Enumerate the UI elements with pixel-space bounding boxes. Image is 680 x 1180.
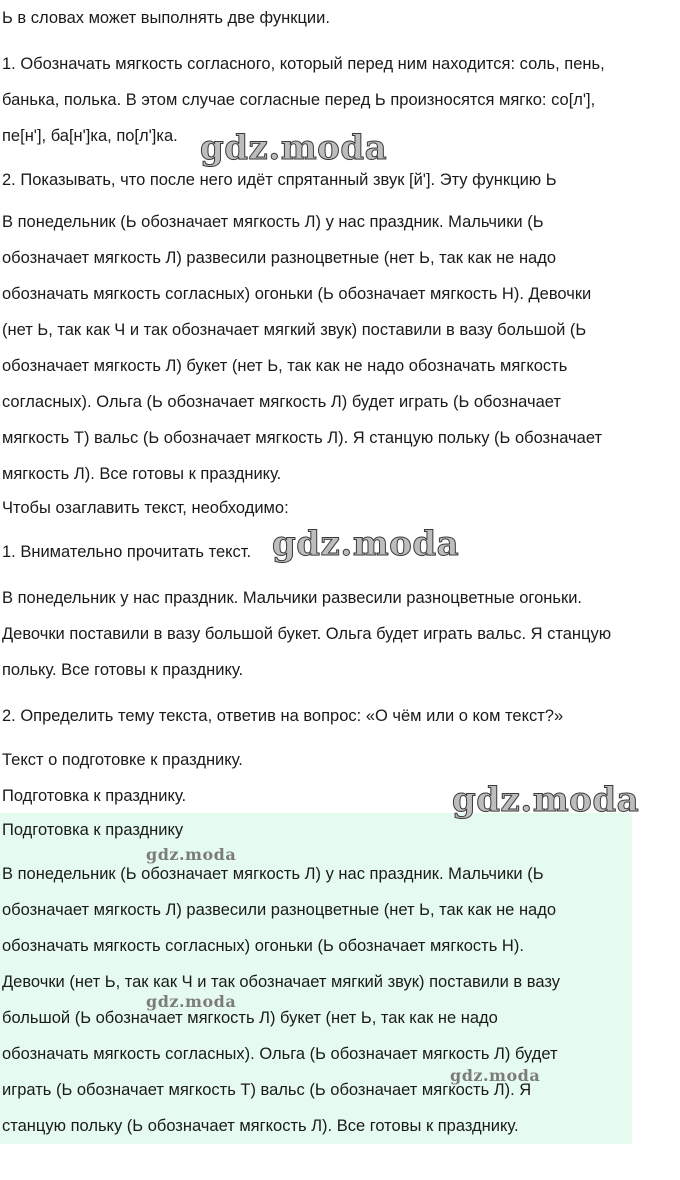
text-line: обозначает мягкость Л) букет (нет Ь, так как не надо обозначать мягкость: [2, 357, 568, 375]
text-line: Подготовка к празднику.: [2, 787, 187, 805]
watermark: gdz.moda: [272, 524, 460, 564]
final-line: обозначает мягкость Л) развесили разноцветные (нет Ь, так как не надо: [2, 901, 557, 919]
text-line: Текст о подготовке к празднику.: [2, 751, 243, 769]
text-line: обозначать мягкость согласных) огоньки (Ь обозначает мягкость Н). Девочки: [2, 285, 592, 303]
text-line: 1. Внимательно прочитать текст.: [2, 543, 252, 561]
final-line: В понедельник (Ь обозначает мягкость Л) у нас праздник. Мальчики (Ь: [2, 865, 544, 883]
text-line: мягкость Т) вальс (Ь обозначает мягкость Л). Я станцую польку (Ь обозначает: [2, 429, 603, 447]
text-line: (нет Ь, так как Ч и так обозначает мягкий звук) поставили в вазу большой (Ь: [2, 321, 587, 339]
text-line: Чтобы озаглавить текст, необходимо:: [2, 499, 289, 517]
watermark: gdz.moda: [146, 992, 237, 1011]
text-line: обозначает мягкость Л) развесили разноцветные (нет Ь, так как не надо: [2, 249, 557, 267]
text-line: 2. Показывать, что после него идёт спрятанный звук [й']. Эту функцию Ь: [2, 171, 557, 189]
final-line: большой (Ь обозначает мягкость Л) букет (нет Ь, так как не надо: [2, 1009, 498, 1027]
watermark: gdz.moda: [450, 1066, 541, 1085]
text-line: пе[н'], ба[н']ка, по[л']ка.: [2, 127, 178, 145]
text-line: 2. Определить тему текста, ответив на вопрос: «О чём или о ком текст?»: [2, 707, 564, 725]
final-line: станцую польку (Ь обозначает мягкость Л). Все готовы к празднику.: [2, 1117, 519, 1135]
final-title: Подготовка к празднику: [2, 821, 184, 839]
text-line: Девочки поставили в вазу большой букет. Ольга будет играть вальс. Я станцую: [2, 625, 612, 643]
text-line: В понедельник (Ь обозначает мягкость Л) у нас праздник. Мальчики (Ь: [2, 213, 544, 231]
final-line: играть (Ь обозначает мягкость Т) вальс (Ь обозначает мягкость Л). Я: [2, 1081, 532, 1099]
text-line: мягкость Л). Все готовы к празднику.: [2, 465, 282, 483]
text-line: В понедельник у нас праздник. Мальчики развесили разноцветные огоньки.: [2, 589, 582, 607]
text-line: банька, полька. В этом случае согласные перед Ь произносятся мягко: со[л'],: [2, 91, 596, 109]
text-line: согласных). Ольга (Ь обозначает мягкость Л) будет играть (Ь обозначает: [2, 393, 561, 411]
text-line: польку. Все готовы к празднику.: [2, 661, 244, 679]
final-line: обозначать мягкость согласных). Ольга (Ь обозначает мягкость Л) будет: [2, 1045, 558, 1063]
watermark: gdz.moda: [452, 780, 640, 820]
final-line: обозначать мягкость согласных) огоньки (Ь обозначает мягкость Н).: [2, 937, 524, 955]
final-line: Девочки (нет Ь, так как Ч и так обозначает мягкий звук) поставили в вазу: [2, 973, 560, 991]
text-line: Ь в словах может выполнять две функции.: [2, 9, 330, 27]
watermark: gdz.moda: [146, 845, 237, 864]
text-line: 1. Обозначать мягкость согласного, который перед ним находится: соль, пень,: [2, 55, 605, 73]
watermark: gdz.moda: [200, 128, 388, 168]
